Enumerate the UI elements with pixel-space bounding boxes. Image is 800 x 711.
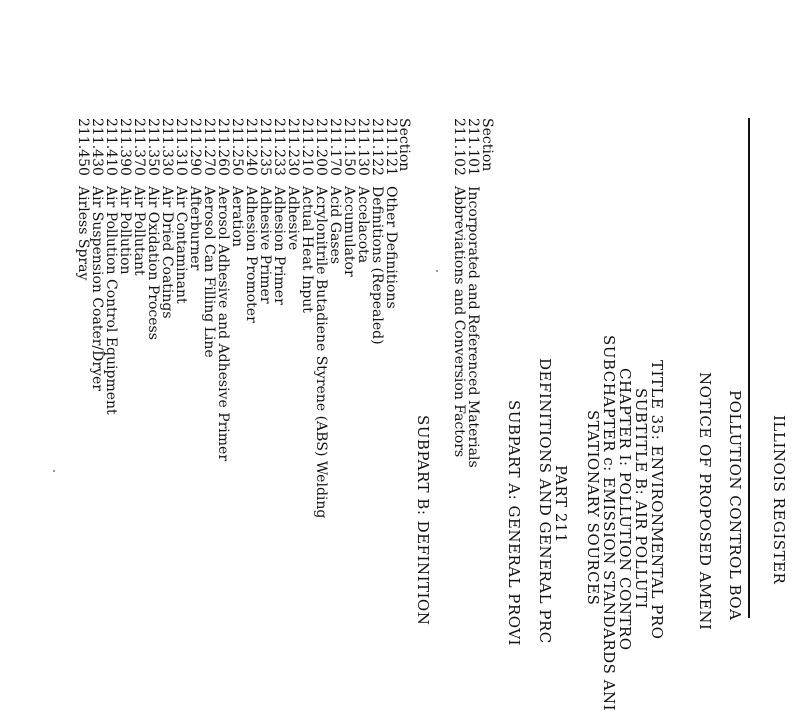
section-number: 211.310 [173,118,189,176]
section-title: Afterburner [187,186,203,271]
section-number: 211.210 [299,118,315,176]
section-title: Air Pollution [117,186,133,275]
section-title: Air Contaminant [173,186,189,304]
section-number: 211.370 [131,118,147,176]
section-title: Adhesion Primer [271,186,287,305]
scan-speck [436,270,438,272]
section-number: 211.200 [313,118,329,176]
section-number: 211.450 [75,118,91,176]
section-number: 211.130 [355,118,371,176]
section-label-b: Section [396,118,412,172]
section-title: Adhesive [285,186,301,251]
section-number: 211.121 [383,118,399,176]
section-label-a: Section [479,118,495,172]
section-title: Abbreviations and Conversion Factors [451,186,467,458]
section-number: 211.250 [229,118,245,176]
subchapter-line: SUBCHAPTER c: EMISSION STANDARDS ANI [600,335,618,711]
section-number: 211.350 [145,118,161,176]
section-number: 211.390 [117,118,133,176]
section-title: Actual Heat Input [299,186,315,313]
section-number: 211.240 [243,118,259,176]
section-title: Adhesion Promoter [243,186,259,323]
subtitle-line: SUBTITLE B: AIR POLLUTI [632,388,650,609]
section-title: Aeration [229,186,245,247]
section-title: Air Oxidation Process [145,186,161,340]
section-title: Adhesive Primer [257,186,273,304]
subpart-b-heading: SUBPART B: DEFINITION [414,415,432,626]
title-line: TITLE 35: ENVIRONMENTAL PRO [648,360,666,640]
section-number: 211.122 [369,118,385,176]
section-number: 211.290 [187,118,203,176]
section-number: 211.170 [327,118,343,176]
section-title: Acid Gases [327,186,343,265]
section-title: Other Definitions [383,186,399,309]
section-title: Air Pollution Control Equipment [103,186,119,415]
section-title: Incorporated and Referenced Materials [465,186,481,468]
subchapter-cont-line: STATIONARY SOURCES [584,410,602,606]
section-number: 211.233 [271,118,287,176]
section-number: 211.270 [201,118,217,176]
scan-speck [53,470,55,472]
section-number: 211.150 [341,118,357,176]
section-number: 211.230 [285,118,301,176]
section-title: Definitions (Repealed) [369,186,385,345]
part-number: PART 211 [552,465,570,543]
header-rule [748,118,750,618]
part-name: DEFINITIONS AND GENERAL PRC [536,358,554,644]
section-number: 211.410 [103,118,119,176]
section-number: 211.330 [159,118,175,176]
section-title: Air Suspension Coater/Dryer [89,186,105,391]
section-title: Air Dried Coatings [159,186,175,319]
section-number: 211.260 [215,118,231,176]
section-title: Accumulator [341,186,357,277]
board-name: POLLUTION CONTROL BOA [726,390,744,621]
chapter-line: CHAPTER I: POLLUTION CONTRO [616,368,634,651]
notice-title: NOTICE OF PROPOSED AMENI [696,372,714,631]
subpart-a-heading: SUBPART A: GENERAL PROVI [505,400,523,646]
section-title: Accelacota [355,186,371,264]
section-number: 211.101 [465,118,481,176]
register-title: ILLINOIS REGISTER [770,415,788,585]
section-title: Aerosol Adhesive and Adhesive Primer [215,186,231,462]
section-title: Airless Spray [75,186,91,281]
section-title: Aerosol Can Filling Line [201,186,217,358]
section-number: 211.235 [257,118,273,176]
section-number: 211.102 [451,118,467,176]
section-title: Air Pollutant [131,186,147,276]
section-number: 211.430 [89,118,105,176]
section-title: Acrylonitrile Butadiene Styrene (ABS) Welding [313,186,329,519]
